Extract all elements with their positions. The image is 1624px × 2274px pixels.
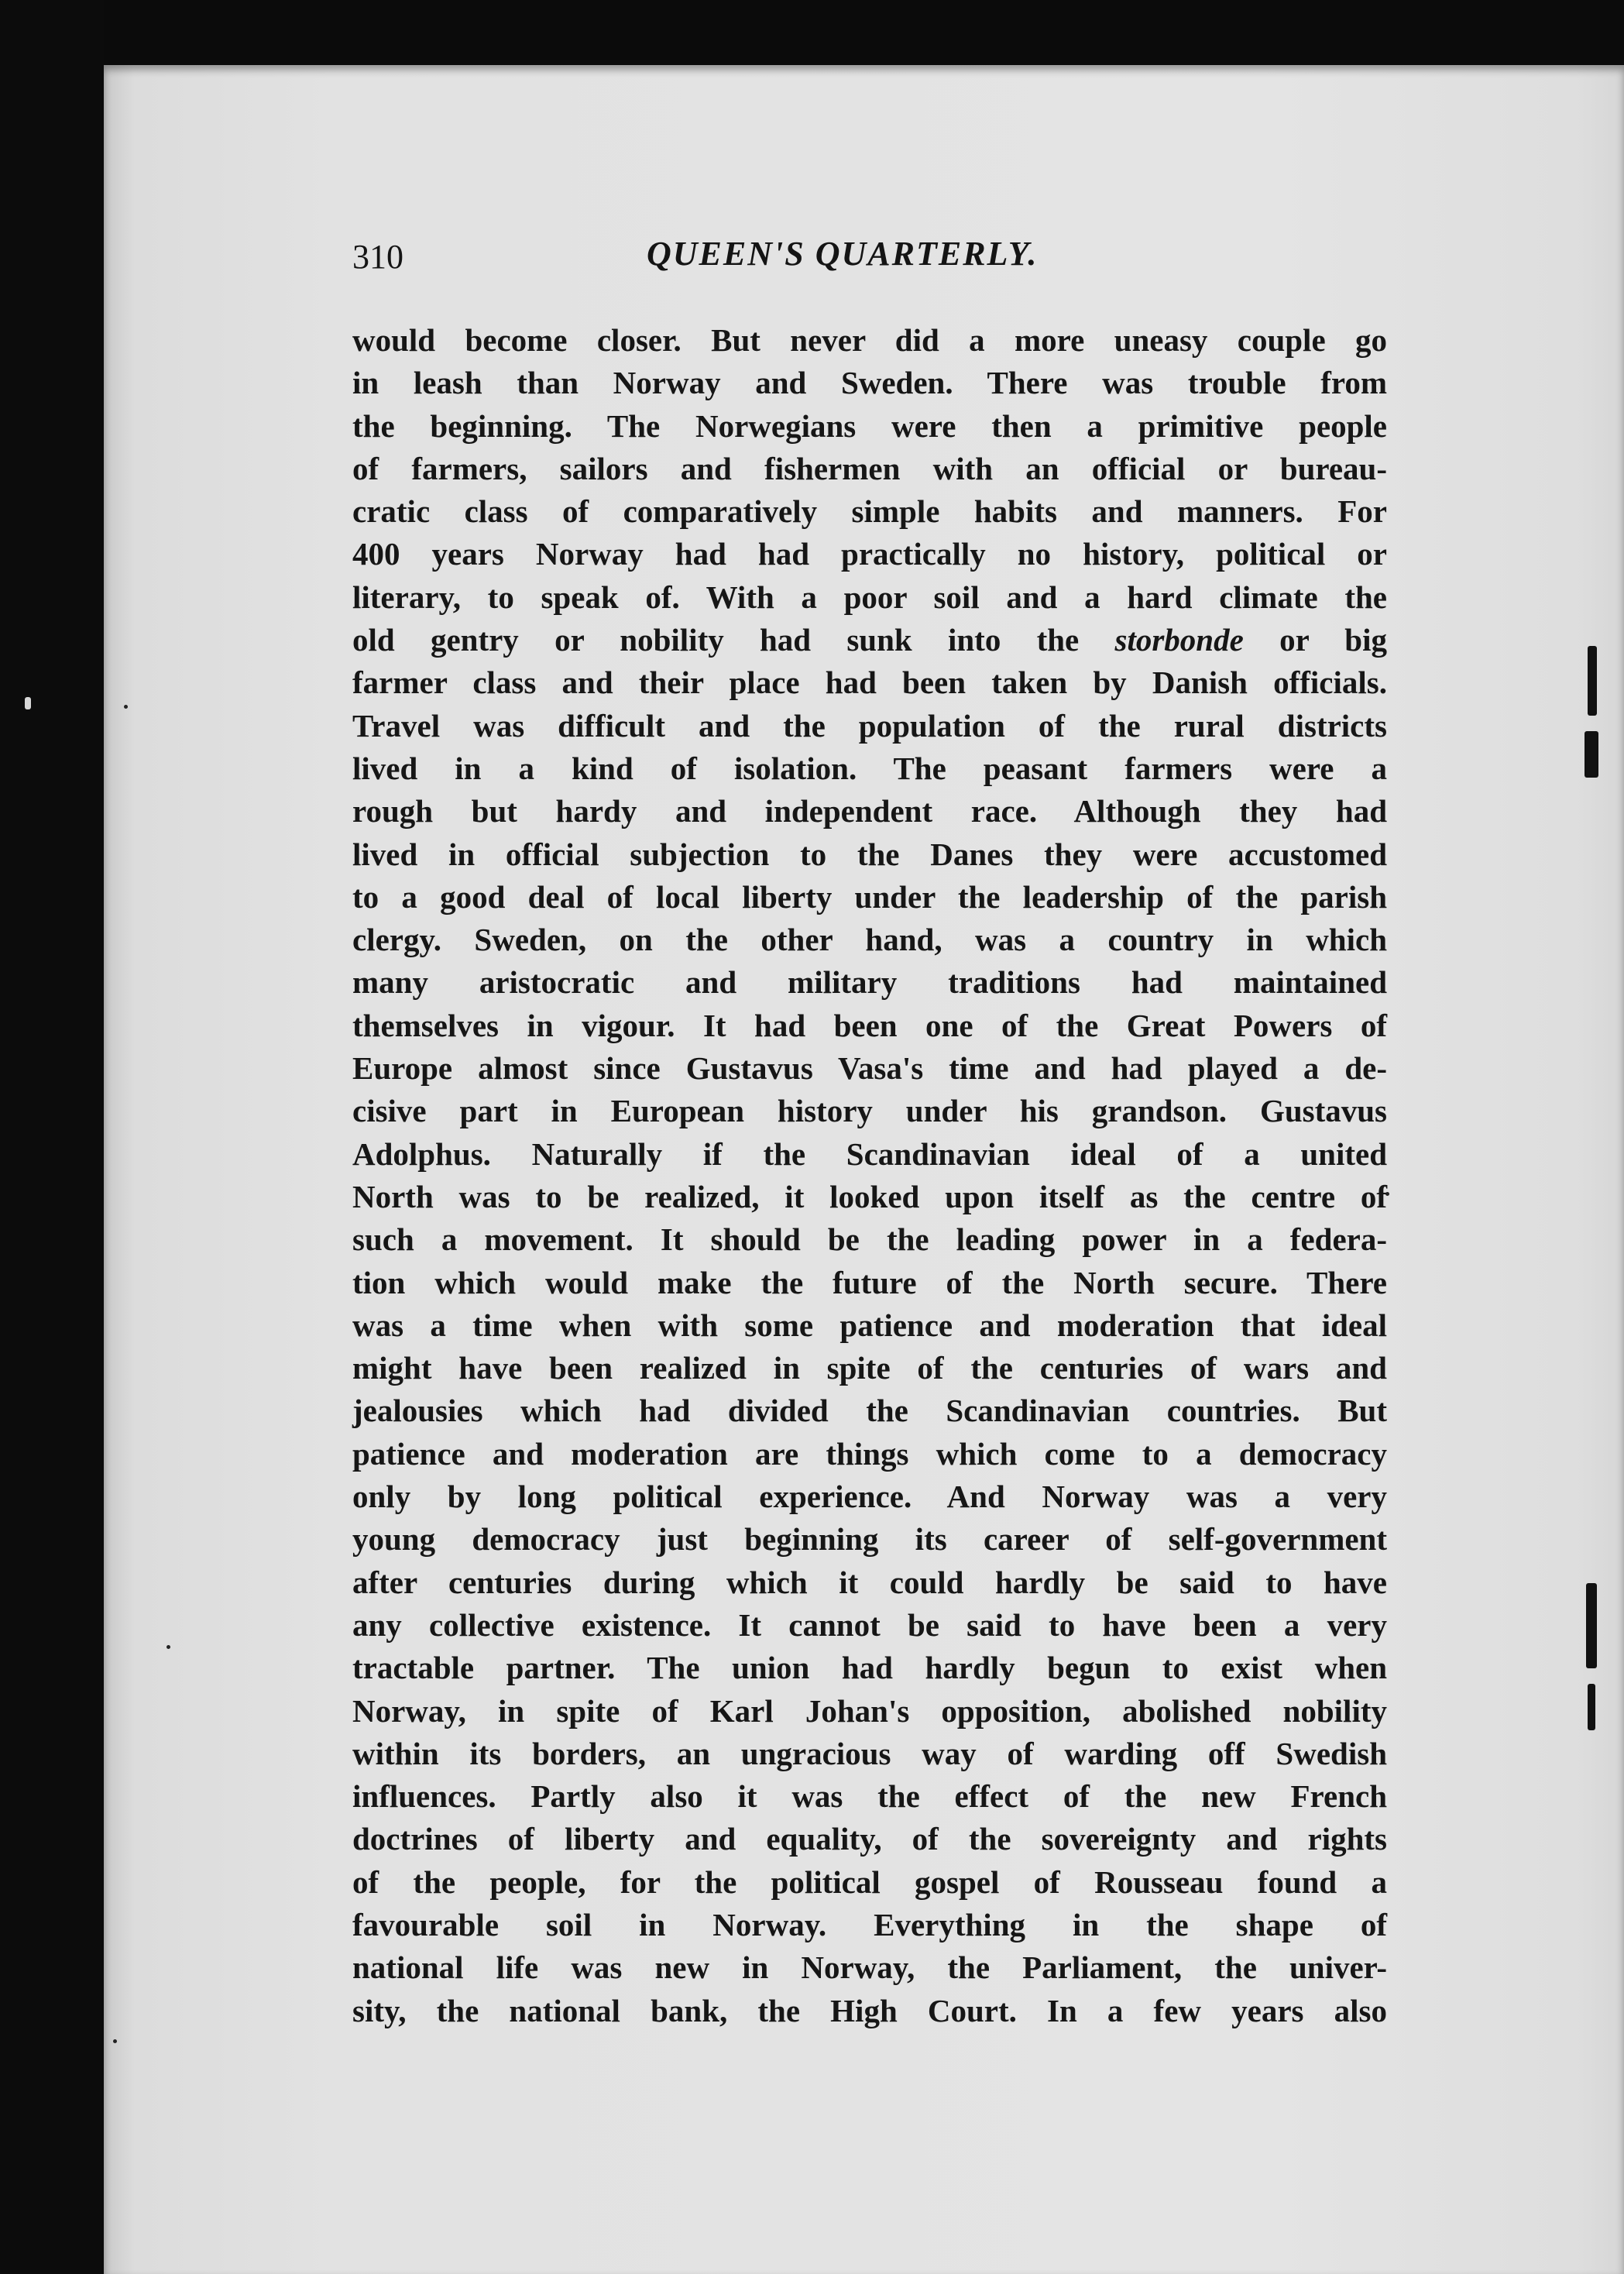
text-line: patience and moderation are things which come to a democracy (352, 1435, 1387, 1472)
text-line: tractable partner. The union had hardly begun to exist when (352, 1650, 1387, 1686)
text-line: of farmers, sailors and fishermen with an official or bureau- (352, 450, 1387, 486)
text-line: to a good deal of local liberty under the leadership of the parish (352, 878, 1387, 915)
text-line: old gentry or nobility had sunk into the storbonde or big (352, 622, 1387, 658)
text-line: jealousies which had divided the Scandinavian countries. But (352, 1393, 1387, 1429)
text-line: of the people, for the political gospel of Rousseau found a (352, 1864, 1387, 1900)
text-line: Norway, in spite of Karl Johan's opposition, abolished nobility (352, 1692, 1387, 1729)
text-line: only by long political experience. And Norway was a very (352, 1479, 1387, 1515)
binding-mark (1586, 1583, 1597, 1668)
text-line: North was to be realized, it looked upon itself as the centre of (352, 1178, 1387, 1214)
text-line: Travel was difficult and the population of the rural districts (352, 707, 1387, 744)
page-header (352, 232, 1387, 282)
scan-left-border (0, 0, 104, 2274)
text-line: themselves in vigour. It had been one of the Great Powers of (352, 1007, 1387, 1043)
text-line: sity, the national bank, the High Court. In a few years also (352, 1992, 1387, 2028)
text-line: in leash than Norway and Sweden. There was trouble from (352, 365, 1387, 401)
text-line: was a time when with some patience and moderation that ideal (352, 1307, 1387, 1343)
scan-top-border (0, 0, 1624, 67)
text-line: tion which would make the future of the North secure. There (352, 1264, 1387, 1300)
text-line: Adolphus. Naturally if the Scandinavian ideal of a united (352, 1135, 1387, 1172)
text-line: any collective existence. It cannot be said to have been a very (352, 1606, 1387, 1643)
text-line: cratic class of comparatively simple habits and manners. For (352, 493, 1387, 530)
text-line: the beginning. The Norwegians were then a primitive people (352, 407, 1387, 444)
binding-mark (1588, 1684, 1595, 1730)
text-line: Europe almost since Gustavus Vasa's time and had played a de- (352, 1050, 1387, 1087)
text-line: young democracy just beginning its career of self-government (352, 1521, 1387, 1558)
text-line: national life was new in Norway, the Parliament, the univer- (352, 1949, 1387, 1986)
page-number: 310 (352, 238, 403, 276)
text-line: lived in a kind of isolation. The peasant farmers were a (352, 750, 1387, 786)
text-line: might have been realized in spite of the centuries of wars and (352, 1350, 1387, 1386)
text-line: rough but hardy and independent race. Although they had (352, 793, 1387, 830)
text-line: influences. Partly also it was the effect of the new French (352, 1778, 1387, 1815)
text-line: would become closer. But never did a more uneasy couple go (352, 322, 1387, 358)
text-line: within its borders, an ungracious way of warding off Swedish (352, 1735, 1387, 1771)
text-line: doctrines of liberty and equality, of the sovereignty and rights (352, 1821, 1387, 1857)
body-text (352, 319, 1387, 2032)
text-line: clergy. Sweden, on the other hand, was a country in which (352, 922, 1387, 958)
text-line: lived in official subjection to the Danes they were accustomed (352, 836, 1387, 872)
text-line: 400 years Norway had had practically no history, political or (352, 536, 1387, 572)
scan-speck (167, 1645, 170, 1649)
text-line: cisive part in European history under his grandson. Gustavus (352, 1093, 1387, 1129)
text-line: farmer class and their place had been taken by Danish officials. (352, 665, 1387, 701)
text-line: many aristocratic and military traditions had maintained (352, 964, 1387, 1001)
binding-mark (25, 697, 31, 709)
italic-term: storbonde (1114, 622, 1244, 658)
binding-mark (1585, 731, 1598, 778)
running-title: QUEEN'S QUARTERLY. (647, 235, 1039, 273)
scan-speck (113, 2039, 117, 2043)
text-line: favourable soil in Norway. Everything in the shape of (352, 1906, 1387, 1943)
text-line: such a movement. It should be the leading power in a federa- (352, 1221, 1387, 1258)
text-line: after centuries during which it could hardly be said to have (352, 1564, 1387, 1600)
text-line: literary, to speak of. With a poor soil and a hard climate the (352, 579, 1387, 615)
scan-speck (124, 705, 128, 709)
binding-mark (1588, 646, 1597, 716)
